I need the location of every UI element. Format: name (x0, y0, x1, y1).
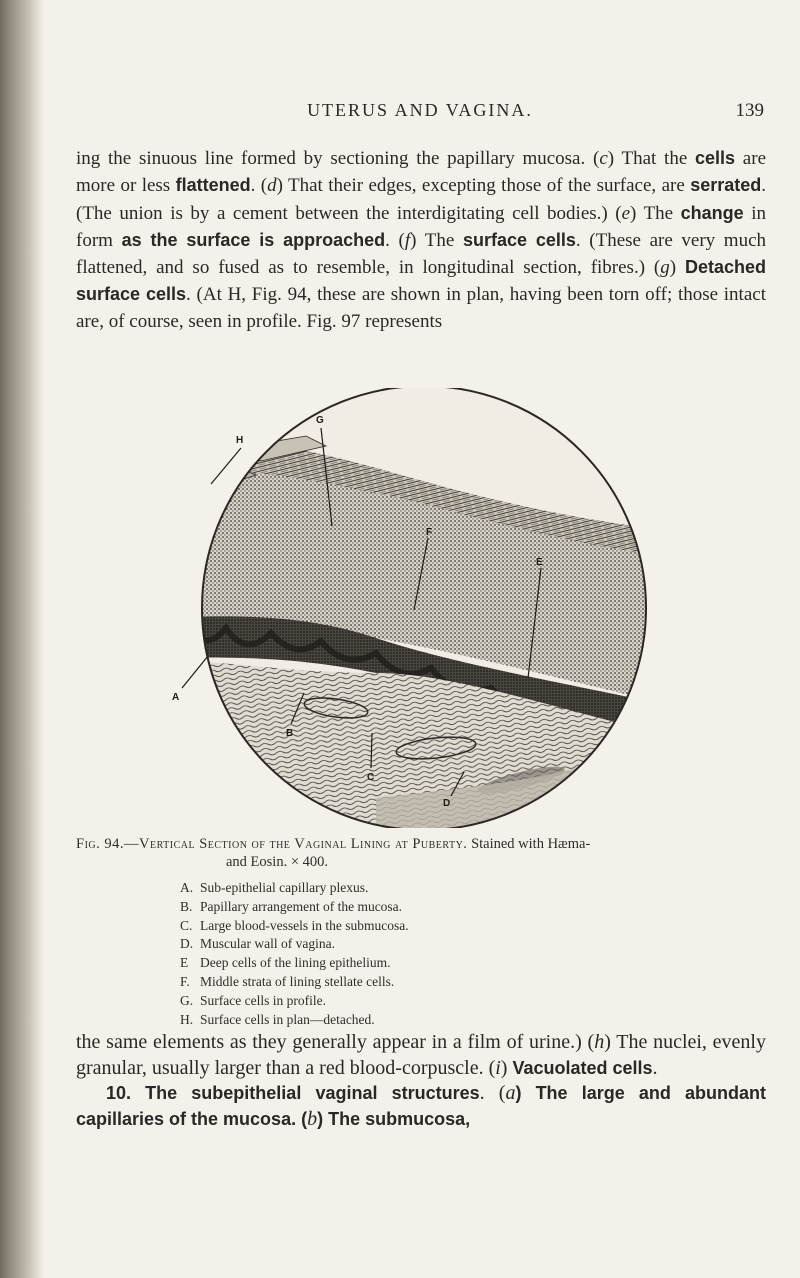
bold-term: ) The submucosa, (317, 1108, 471, 1129)
legend-item (180, 917, 776, 936)
figure-label-f: F (426, 527, 433, 538)
bold-term: cells (695, 148, 736, 168)
page-binding-edge (0, 0, 44, 1278)
text-run: a (505, 1082, 516, 1104)
figure-label-b: B (286, 728, 294, 739)
legend-text: Muscular wall of vagina. (200, 936, 335, 952)
text-run: . (These are very much flattened, and so fused as to resemble, in longitudinal section, fibres.) ( (76, 229, 766, 279)
text-run: c (599, 148, 608, 169)
text-run: i (495, 1056, 501, 1079)
text-run: ) The (630, 202, 681, 224)
legend-key: A. (180, 880, 194, 895)
caption-stain-text: Stained with Hæma- (467, 836, 591, 852)
bold-term: as the surface is approached (121, 229, 386, 250)
legend-text: Surface cells in plan—detached. (200, 1011, 375, 1027)
legend-item (180, 992, 776, 1011)
bold-term: Vacuolated cells (512, 1057, 653, 1078)
legend-key: H. (180, 1011, 194, 1027)
text-run: . ( (250, 175, 268, 197)
caption-title-text: —Vertical Section of the Vaginal Lining at Puberty. (124, 836, 468, 852)
text-run: g (660, 257, 670, 279)
text-run: e (621, 202, 631, 224)
caption-legend (76, 879, 776, 1029)
legend-item (180, 879, 776, 898)
legend-item (180, 935, 776, 954)
legend-item (180, 954, 776, 973)
legend-key: B. (180, 898, 193, 914)
legend-key: F. (180, 973, 190, 989)
legend-item (180, 898, 776, 917)
legend-item (180, 1011, 776, 1030)
section-heading: 10. The subepithelial vaginal structures (106, 1083, 480, 1103)
figure-label-h: H (236, 435, 244, 446)
text-run: . (The union is by a cement between the interdigitating cell bodies.) ( (76, 175, 766, 224)
text-run: ) That their edges, excepting those of the surface, are (276, 175, 691, 197)
bottom-paragraph (76, 1030, 766, 1132)
legend-text: Papillary arrangement of the mucosa. (200, 898, 403, 914)
text-run: in form (76, 202, 767, 251)
text-run: ) (500, 1056, 513, 1079)
running-head: UTERUS AND VAGINA. (307, 100, 533, 120)
figure-label-d: D (443, 798, 451, 809)
text-run: ) (669, 257, 685, 279)
text-run: ) The nuclei, evenly granular, usually larger than a red blood-corpuscle. ( (76, 1031, 766, 1079)
legend-text: Deep cells of the lining epithelium. (200, 955, 391, 971)
legend-text: Sub-epithelial capillary plexus. (200, 880, 369, 895)
text-run: ) That the (607, 148, 696, 169)
figure-label-c: C (367, 772, 375, 783)
legend-text: Surface cells in profile. (200, 992, 326, 1008)
bold-term: ) The large and abundant capillaries of the mucosa. ( (76, 1083, 766, 1129)
legend-key: C. (180, 917, 193, 933)
text-run: . ( (385, 229, 405, 251)
caption-subtitle: and Eosin. × 400. (226, 854, 329, 870)
histology-figure (126, 388, 726, 828)
leader-line-h (211, 448, 241, 484)
top-paragraph (76, 145, 766, 335)
legend-key: E (180, 955, 189, 971)
page-header (76, 100, 764, 130)
text-run: . (652, 1056, 658, 1079)
section-illustration (126, 388, 726, 828)
legend-text: Middle strata of lining stellate cells. (200, 973, 395, 989)
text-run: ing the sinuous line formed by sectioning the papillary mucosa. (76, 148, 586, 169)
figure-label-a: A (172, 692, 180, 703)
bold-term: Detached surface cells (76, 257, 766, 305)
text-run: b (307, 1107, 318, 1130)
bold-term: surface cells (462, 229, 576, 250)
page-number: 139 (735, 100, 764, 121)
legend-item (180, 973, 776, 992)
text-run: ( (593, 148, 600, 169)
text-run: . ( (479, 1082, 506, 1104)
figure-label-e: E (536, 557, 543, 568)
text-run: ) The (410, 229, 463, 251)
bold-term: change (680, 202, 744, 223)
legend-key: G. (180, 992, 194, 1008)
bold-term: serrated (690, 175, 762, 196)
legend-key: D. (180, 936, 194, 952)
figure-label-g: G (316, 415, 324, 426)
text-run: f (404, 229, 411, 251)
caption-title (76, 835, 776, 853)
text-run: h (594, 1031, 605, 1053)
leader-line-a (182, 656, 208, 688)
text-run: the same elements as they generally appear in a film of urine.) ( (76, 1031, 595, 1053)
text-run: . (At H, Fig. 94, these are shown in plan, having been torn off; those intact are, of course, seen in profile. Fig. 97 represents (76, 284, 766, 332)
text-run: d (267, 175, 277, 197)
figure-caption (76, 835, 776, 1029)
text-run: are more or less (76, 148, 767, 197)
caption-fig-number: Fig. 94. (76, 836, 124, 852)
bold-term: flattened (175, 175, 251, 196)
legend-text: Large blood-vessels in the submucosa. (200, 917, 409, 933)
